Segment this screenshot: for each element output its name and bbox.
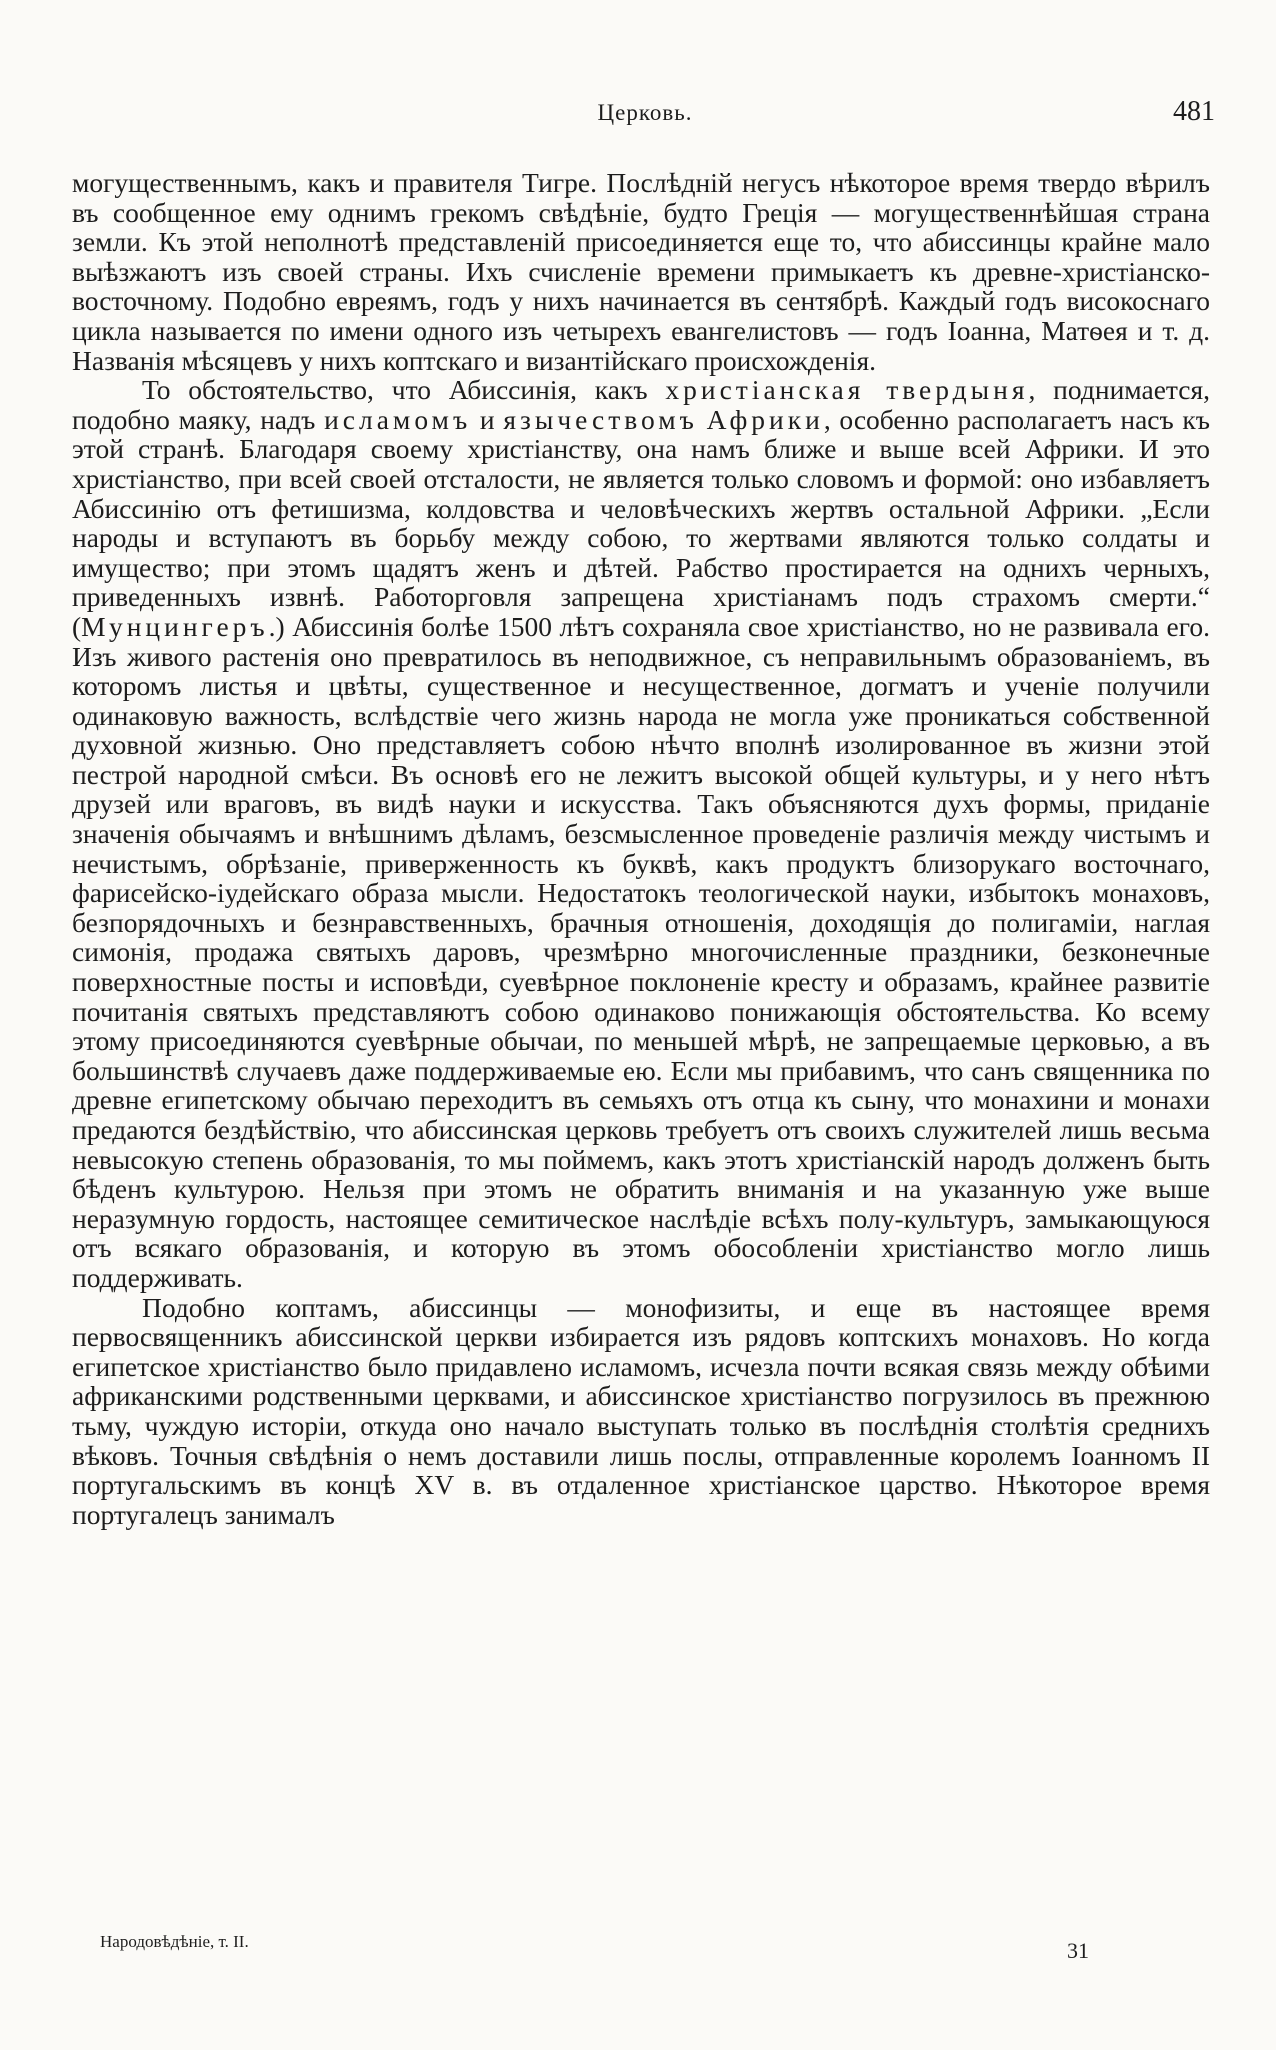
body-text	[72, 168, 1210, 1529]
paragraph-2-part-5: , особенно располагаетъ насъ къ этой странѣ. Благодаря своему христіанству, она намъ ближе и выше всей Африки. И это христіанство, при всей своей отсталости, не является только словомъ и формой: оно избавляетъ Абиссинію отъ фетишизма, колдовства и человѣческихъ жертвъ остальной Африки. „Если народы и вступаютъ въ борьбу между собою, то жертвами являются только солдаты и имущество; при этомъ щадятъ женъ и дѣтей. Рабство простирается на однихъ черныхъ, приведенныхъ извнѣ. Работорговля запрещена христіанамъ подъ страхомъ смерти.“ (	[72, 403, 1211, 642]
paragraph-2-part-2: , поднимается, подобно маяку, надъ	[72, 374, 1210, 435]
paragraph-2-part-1: То обстоятельство, что Абиссинія, какъ	[142, 374, 666, 406]
page-number: 481	[1173, 96, 1215, 127]
paragraph-2-part-6: .) Абиссинія болѣе 1500 лѣтъ сохраняла свое христіанство, но не развивала его. Изъ живого растенія оно превратилось въ неподвижное, съ неправильнымъ образованіемъ, въ которомъ листья и цвѣты, существенное и несущественное, догматъ и ученіе получили одинаковую важность, вслѣдствіе чего жизнь народа не могла уже проникаться собственной духовной жизнью. Оно представляетъ собою нѣчто вполнѣ изолированное въ жизни этой пестрой народной смѣси. Въ основѣ его не лежитъ высокой общей культуры, и у него нѣтъ друзей или враговъ, въ видѣ науки и искусства. Такъ объясняются духъ формы, приданіе значенія обычаямъ и внѣшнимъ дѣламъ, безсмысленное проведеніе различія между чистымъ и нечистымъ, обрѣзаніе, приверженность къ буквѣ, какъ продуктъ близорукаго восточнаго, фарисейско-іудейскаго образа мысли. Недостатокъ теологической науки, избытокъ монаховъ, безпорядочныхъ и безнравственныхъ, брачныя отношенія, доходящія до полигаміи, наглая симонія, продажа святыхъ даровъ, чрезмѣрно многочисленные праздники, безконечные поверхностные посты и исповѣди, суевѣрное поклоненіе кресту и образамъ, крайнее развитіе почитанія святыхъ представляютъ собою одинаково понижающія обстоятельства. Ко всему этому присоединяются суевѣрные обычаи, по меньшей мѣрѣ, не запрещаемые церковью, а въ большинствѣ случаевъ даже поддерживаемые ею. Если мы прибавимъ, что санъ священника по древне египетскому обычаю переходитъ въ семьяхъ отъ отца къ сыну, что монахини и монахи предаются бездѣйствію, что абиссинская церковь требуетъ отъ своихъ служителей лишь весьма невысокую степень образованія, то мы поймемъ, какъ этотъ христіанскій народъ долженъ быть бѣденъ культурою. Нельзя при этомъ не обратить вниманія и на указанную уже выше неразумную гордость, настоящее семитическое наслѣдіе всѣхъ полу-культуръ, замыкающуюся отъ всякаго образованія, и которую въ этомъ обособленіи христіанство могло лишь поддерживать.	[72, 610, 1210, 1293]
page-footer	[75, 1932, 1215, 1972]
printer-signature: Народовѣдѣніе, т. II.	[100, 1932, 249, 1951]
page-header	[75, 96, 1215, 140]
paragraph-3: Подобно коптамъ, абиссинцы — монофизиты, и еще въ настоящее время первосвященникъ абиссинской церкви избирается изъ рядовъ коптскихъ монаховъ. Но когда египетское христіанство было придавлено исламомъ, исчезла почти всякая связь между обѣими африканскими родственными церквами, и абиссинское христіанство погрузилось въ прежнюю тьму, чуждую исторіи, откуда оно начало выступать только въ послѣднія столѣтія среднихъ вѣковъ. Точныя свѣдѣнія о немъ доставили лишь послы, отправленные королемъ Іоанномъ II португальскимъ въ концѣ XV в. въ отдаленное христіанское царство. Нѣкоторое время португалецъ занималъ	[72, 1291, 1210, 1530]
spaced-emphasis-munzinger: Мунцингеръ	[81, 610, 269, 642]
spaced-emphasis-christian-stronghold: христіанская твердыня	[665, 374, 1029, 406]
paragraph-2-part-3: и	[471, 403, 504, 435]
paragraph-2	[72, 375, 1210, 1292]
paragraph-1: могущественнымъ, какъ и правителя Тигре. Послѣдній негусъ нѣкоторое время твердо вѣрилъ въ сообщенное ему однимъ грекомъ свѣдѣніе, будто Греція — могущественнѣйшая страна земли. Къ этой неполнотѣ представленій присоединяется еще то, что абиссинцы крайне мало выѣзжаютъ изъ своей страны. Ихъ счисленіе времени примыкаетъ къ древне-христіанско-восточному. Подобно евреямъ, годъ у нихъ начинается въ сентябрѣ. Каждый годъ високоснаго цикла называется по имени одного изъ четырехъ евангелистовъ — годъ Іоанна, Матѳея и т. д. Названія мѣсяцевъ у нихъ коптскаго и византійскаго происхожденія.	[72, 167, 1210, 376]
paragraph-2-part-4	[698, 404, 707, 435]
spaced-emphasis-africa: Африки	[706, 403, 824, 435]
signature-number: 31	[1067, 1938, 1089, 1963]
spaced-emphasis-islam: исламомъ	[324, 403, 472, 435]
running-title: Церковь.	[597, 100, 693, 125]
spaced-emphasis-paganism: язычествомъ	[503, 403, 698, 435]
